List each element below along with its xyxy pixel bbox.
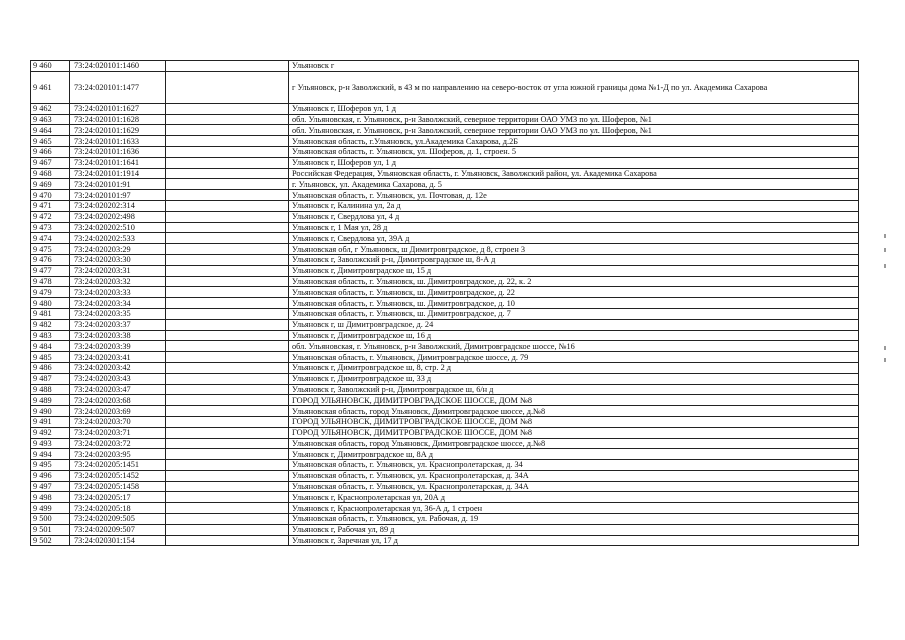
empty-cell	[166, 535, 289, 546]
empty-cell	[166, 244, 289, 255]
cadastral-number: 73:24:020203:69	[70, 406, 166, 417]
table-row	[31, 61, 859, 72]
row-number: 9 466	[31, 146, 70, 157]
empty-cell	[166, 179, 289, 190]
table-row	[31, 298, 859, 309]
address-cell: Ульяновск г, Димитровградское ш, 33 д	[289, 373, 859, 384]
row-number: 9 486	[31, 362, 70, 373]
address-cell: Ульяновск г, ш Димитровградское, д. 24	[289, 319, 859, 330]
address-cell: Ульяновская область, город Ульяновск, Димитровградское шоссе, д.№8	[289, 438, 859, 449]
cadastral-number: 73:24:020203:35	[70, 308, 166, 319]
cadastral-number: 73:24:020209:505	[70, 514, 166, 525]
empty-cell	[166, 136, 289, 147]
table-row	[31, 168, 859, 179]
cadastral-number: 73:24:020101:1477	[70, 71, 166, 103]
cadastral-number: 73:24:020205:1451	[70, 460, 166, 471]
row-number: 9 480	[31, 298, 70, 309]
address-cell: Ульяновск г, Заволжский р-н, Димитровградское ш, 8-А д	[289, 254, 859, 265]
row-number: 9 499	[31, 503, 70, 514]
address-cell: Ульяновская обл, г Ульяновск, ш Димитровградское, д 8, строен 3	[289, 244, 859, 255]
cadastral-number: 73:24:020301:154	[70, 535, 166, 546]
register-sheet	[30, 60, 859, 546]
address-cell: Ульяновская область, г. Ульяновск, ш. Димитровградское, д. 22, к. 2	[289, 276, 859, 287]
address-cell: Ульяновская область, г. Ульяновск, ул. Краснопролетарская, д. 34	[289, 460, 859, 471]
cadastral-number: 73:24:020203:29	[70, 244, 166, 255]
cadastral-number: 73:24:020205:18	[70, 503, 166, 514]
scan-mark	[884, 358, 886, 362]
table-row	[31, 146, 859, 157]
empty-cell	[166, 254, 289, 265]
table-row	[31, 114, 859, 125]
empty-cell	[166, 470, 289, 481]
address-cell: обл. Ульяновская, г. Ульяновск, р-н Заволжский, северное территории ОАО УМЗ по ул. Шоферов, №1	[289, 125, 859, 136]
empty-cell	[166, 362, 289, 373]
table-row	[31, 460, 859, 471]
empty-cell	[166, 449, 289, 460]
cadastral-number: 73:24:020203:41	[70, 352, 166, 363]
cadastral-number: 73:24:020203:33	[70, 287, 166, 298]
empty-cell	[166, 503, 289, 514]
empty-cell	[166, 341, 289, 352]
address-cell: Ульяновск г, Свердлова ул, 4 д	[289, 211, 859, 222]
empty-cell	[166, 492, 289, 503]
row-number: 9 487	[31, 373, 70, 384]
cadastral-number: 73:24:020203:30	[70, 254, 166, 265]
cadastral-number: 73:24:020203:71	[70, 427, 166, 438]
scan-mark	[884, 234, 886, 238]
empty-cell	[166, 352, 289, 363]
empty-cell	[166, 222, 289, 233]
row-number: 9 498	[31, 492, 70, 503]
row-number: 9 502	[31, 535, 70, 546]
cadastral-number: 73:24:020202:510	[70, 222, 166, 233]
row-number: 9 489	[31, 395, 70, 406]
cadastral-number: 73:24:020101:97	[70, 190, 166, 201]
cadastral-number: 73:24:020203:32	[70, 276, 166, 287]
table-row	[31, 524, 859, 535]
address-cell: ГОРОД УЛЬЯНОВСК, ДИМИТРОВГРАДСКОЕ ШОССЕ, ДОМ №8	[289, 427, 859, 438]
empty-cell	[166, 330, 289, 341]
address-cell: ГОРОД УЛЬЯНОВСК, ДИМИТРОВГРАДСКОЕ ШОССЕ, ДОМ №8	[289, 416, 859, 427]
address-cell: Ульяновск г, Свердлова ул, 39А д	[289, 233, 859, 244]
empty-cell	[166, 384, 289, 395]
row-number: 9 475	[31, 244, 70, 255]
cadastral-number: 73:24:020202:533	[70, 233, 166, 244]
empty-cell	[166, 190, 289, 201]
cadastral-number: 73:24:020203:70	[70, 416, 166, 427]
scan-margin-marks	[884, 234, 894, 364]
empty-cell	[166, 168, 289, 179]
address-cell: Ульяновская область, г. Ульяновск, ул. Краснопролетарская, д. 34А	[289, 481, 859, 492]
table-row	[31, 514, 859, 525]
row-number: 9 467	[31, 157, 70, 168]
cadastral-number: 73:24:020101:1633	[70, 136, 166, 147]
address-cell: Ульяновск г, 1 Мая ул, 28 д	[289, 222, 859, 233]
cadastral-number: 73:24:020203:37	[70, 319, 166, 330]
cadastral-number: 73:24:020101:1641	[70, 157, 166, 168]
table-row	[31, 308, 859, 319]
empty-cell	[166, 416, 289, 427]
empty-cell	[166, 265, 289, 276]
row-number: 9 500	[31, 514, 70, 525]
address-cell: Ульяновская область, г. Ульяновск, ул. Краснопролетарская, д. 34А	[289, 470, 859, 481]
cadastral-number: 73:24:020101:1627	[70, 103, 166, 114]
row-number: 9 494	[31, 449, 70, 460]
table-row	[31, 71, 859, 103]
address-cell: Ульяновск г, Димитровградское ш, 15 д	[289, 265, 859, 276]
cadastral-number: 73:24:020209:507	[70, 524, 166, 535]
empty-cell	[166, 298, 289, 309]
address-cell: Ульяновск г, Шоферов ул, 1 д	[289, 157, 859, 168]
table-row	[31, 190, 859, 201]
empty-cell	[166, 460, 289, 471]
empty-cell	[166, 319, 289, 330]
empty-cell	[166, 103, 289, 114]
table-row	[31, 179, 859, 190]
address-cell: Ульяновская область, г.Ульяновск, ул.Академика Сахарова, д.2Б	[289, 136, 859, 147]
row-number: 9 483	[31, 330, 70, 341]
cadastral-number: 73:24:020205:17	[70, 492, 166, 503]
empty-cell	[166, 287, 289, 298]
cadastral-number: 73:24:020202:314	[70, 200, 166, 211]
cadastral-number: 73:24:020203:34	[70, 298, 166, 309]
address-cell: Ульяновская область, г. Ульяновск, ул. Шоферов, д. 1, строен. 5	[289, 146, 859, 157]
row-number: 9 481	[31, 308, 70, 319]
row-number: 9 462	[31, 103, 70, 114]
table-row	[31, 535, 859, 546]
address-cell: Ульяновск г, Калинина ул, 2а д	[289, 200, 859, 211]
address-cell: Ульяновск г, Заречная ул, 17 д	[289, 535, 859, 546]
row-number: 9 479	[31, 287, 70, 298]
row-number: 9 488	[31, 384, 70, 395]
row-number: 9 485	[31, 352, 70, 363]
empty-cell	[166, 395, 289, 406]
register-table	[30, 60, 859, 546]
cadastral-number: 73:24:020205:1458	[70, 481, 166, 492]
address-cell: Ульяновск г, Краснопролетарская ул, 20А д	[289, 492, 859, 503]
address-cell: Ульяновск г, Шоферов ул, 1 д	[289, 103, 859, 114]
row-number: 9 472	[31, 211, 70, 222]
empty-cell	[166, 157, 289, 168]
empty-cell	[166, 514, 289, 525]
table-row	[31, 103, 859, 114]
address-cell: Ульяновск г, Рабочая ул, 89 д	[289, 524, 859, 535]
table-row	[31, 222, 859, 233]
row-number: 9 491	[31, 416, 70, 427]
row-number: 9 476	[31, 254, 70, 265]
row-number: 9 496	[31, 470, 70, 481]
table-row	[31, 276, 859, 287]
empty-cell	[166, 406, 289, 417]
address-cell: Ульяновск г, Димитровградское ш, 16 д	[289, 330, 859, 341]
table-row	[31, 470, 859, 481]
table-row	[31, 157, 859, 168]
cadastral-number: 73:24:020203:31	[70, 265, 166, 276]
table-row	[31, 352, 859, 363]
cadastral-number: 73:24:020203:68	[70, 395, 166, 406]
empty-cell	[166, 61, 289, 72]
cadastral-number: 73:24:020203:39	[70, 341, 166, 352]
address-cell: обл. Ульяновская, г. Ульяновск, р-н Заволжский, Димитровградское шоссе, №16	[289, 341, 859, 352]
row-number: 9 484	[31, 341, 70, 352]
empty-cell	[166, 125, 289, 136]
address-cell: г Ульяновск, р-н Заволжский, в 43 м по направлению на северо-восток от угла южной границы дома №1-Д по ул. Академика Сахарова	[289, 71, 859, 103]
cadastral-number: 73:24:020203:95	[70, 449, 166, 460]
row-number: 9 469	[31, 179, 70, 190]
table-row	[31, 330, 859, 341]
address-cell: Ульяновская область, город Ульяновск, Димитровградское шоссе, д.№8	[289, 406, 859, 417]
row-number: 9 477	[31, 265, 70, 276]
empty-cell	[166, 114, 289, 125]
row-number: 9 468	[31, 168, 70, 179]
empty-cell	[166, 524, 289, 535]
table-row	[31, 438, 859, 449]
address-cell: Российская Федерация, Ульяновская область, г. Ульяновск, Заволжский район, ул. Академика Сахарова	[289, 168, 859, 179]
row-number: 9 470	[31, 190, 70, 201]
row-number: 9 478	[31, 276, 70, 287]
empty-cell	[166, 481, 289, 492]
address-cell: Ульяновская область, г. Ульяновск, ш. Димитровградское, д. 10	[289, 298, 859, 309]
table-row	[31, 319, 859, 330]
table-row	[31, 136, 859, 147]
address-cell: Ульяновская область, г. Ульяновск, ш. Димитровградское, д. 22	[289, 287, 859, 298]
scan-mark	[884, 346, 886, 350]
empty-cell	[166, 308, 289, 319]
empty-cell	[166, 233, 289, 244]
address-cell: Ульяновская область, г. Ульяновск, Димитровградское шоссе, д. 79	[289, 352, 859, 363]
cadastral-number: 73:24:020203:43	[70, 373, 166, 384]
row-number: 9 463	[31, 114, 70, 125]
empty-cell	[166, 211, 289, 222]
table-row	[31, 254, 859, 265]
cadastral-number: 73:24:020101:1628	[70, 114, 166, 125]
table-row	[31, 362, 859, 373]
address-cell: Ульяновск г	[289, 61, 859, 72]
empty-cell	[166, 427, 289, 438]
row-number: 9 482	[31, 319, 70, 330]
cadastral-number: 73:24:020101:1629	[70, 125, 166, 136]
empty-cell	[166, 146, 289, 157]
row-number: 9 501	[31, 524, 70, 535]
row-number: 9 493	[31, 438, 70, 449]
table-row	[31, 125, 859, 136]
cadastral-number: 73:24:020202:498	[70, 211, 166, 222]
empty-cell	[166, 438, 289, 449]
row-number: 9 465	[31, 136, 70, 147]
table-row	[31, 481, 859, 492]
cadastral-number: 73:24:020101:1460	[70, 61, 166, 72]
row-number: 9 495	[31, 460, 70, 471]
table-row	[31, 449, 859, 460]
row-number: 9 497	[31, 481, 70, 492]
address-cell: Ульяновская область, г. Ульяновск, ул. Рабочая, д. 19	[289, 514, 859, 525]
table-row	[31, 503, 859, 514]
cadastral-number: 73:24:020203:47	[70, 384, 166, 395]
table-row	[31, 395, 859, 406]
row-number: 9 471	[31, 200, 70, 211]
address-cell: обл. Ульяновская, г. Ульяновск, р-н Заволжский, северное территории ОАО УМЗ по ул. Шоферов, №1	[289, 114, 859, 125]
address-cell: Ульяновск г, Заволжский р-н, Димитровградское ш, 6/н д	[289, 384, 859, 395]
cadastral-number: 73:24:020205:1452	[70, 470, 166, 481]
row-number: 9 464	[31, 125, 70, 136]
empty-cell	[166, 71, 289, 103]
row-number: 9 460	[31, 61, 70, 72]
address-cell: Ульяновская область, г. Ульяновск, ш. Димитровградское, д. 7	[289, 308, 859, 319]
table-row	[31, 416, 859, 427]
cadastral-number: 73:24:020101:1914	[70, 168, 166, 179]
table-row	[31, 427, 859, 438]
table-row	[31, 492, 859, 503]
row-number: 9 490	[31, 406, 70, 417]
cadastral-number: 73:24:020101:91	[70, 179, 166, 190]
row-number: 9 461	[31, 71, 70, 103]
table-row	[31, 200, 859, 211]
table-row	[31, 373, 859, 384]
table-row	[31, 244, 859, 255]
address-cell: ГОРОД УЛЬЯНОВСК, ДИМИТРОВГРАДСКОЕ ШОССЕ, ДОМ №8	[289, 395, 859, 406]
scan-mark	[884, 264, 886, 268]
row-number: 9 474	[31, 233, 70, 244]
address-cell: Ульяновск г, Димитровградское ш, 8, стр. 2 д	[289, 362, 859, 373]
empty-cell	[166, 200, 289, 211]
cadastral-number: 73:24:020203:38	[70, 330, 166, 341]
row-number: 9 492	[31, 427, 70, 438]
cadastral-number: 73:24:020101:1636	[70, 146, 166, 157]
row-number: 9 473	[31, 222, 70, 233]
empty-cell	[166, 276, 289, 287]
address-cell: г. Ульяновск, ул. Академика Сахарова, д. 5	[289, 179, 859, 190]
table-row	[31, 341, 859, 352]
address-cell: Ульяновск г, Краснопролетарская ул, 36-А д, 1 строен	[289, 503, 859, 514]
table-row	[31, 287, 859, 298]
address-cell: Ульяновская область, г. Ульяновск, ул. Почтовая, д. 12е	[289, 190, 859, 201]
table-row	[31, 406, 859, 417]
table-row	[31, 384, 859, 395]
cadastral-number: 73:24:020203:42	[70, 362, 166, 373]
scan-mark	[884, 248, 886, 252]
address-cell: Ульяновск г, Димитровградское ш, 8А д	[289, 449, 859, 460]
table-row	[31, 233, 859, 244]
empty-cell	[166, 373, 289, 384]
table-row	[31, 211, 859, 222]
register-rows	[31, 61, 859, 546]
table-row	[31, 265, 859, 276]
cadastral-number: 73:24:020203:72	[70, 438, 166, 449]
